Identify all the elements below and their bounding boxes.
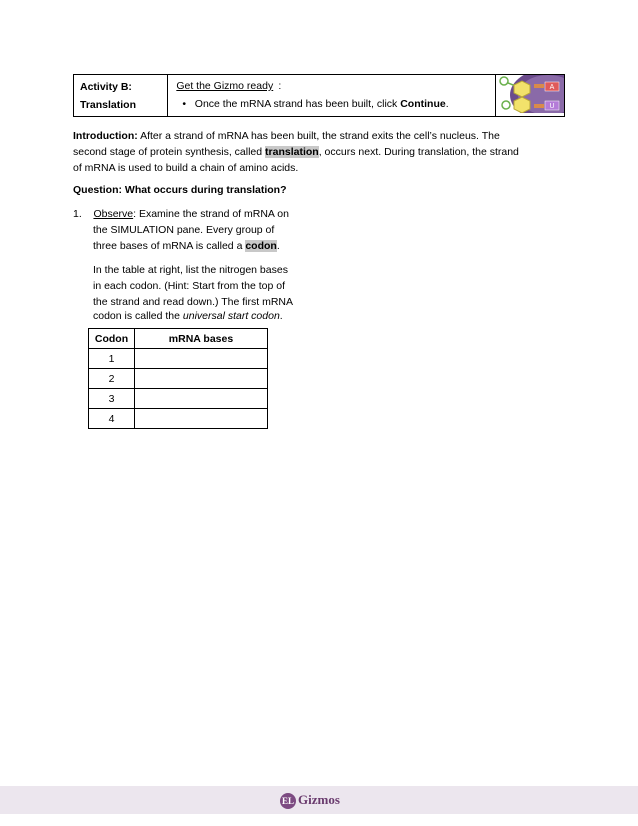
intro-text-2-pre: second stage of protein synthesis, called <box>73 146 266 158</box>
item-1-p2-line-3: the strand and read down.) The first mRNA <box>93 296 293 308</box>
observe-label: Observe <box>93 208 134 220</box>
item-1-p2-text-4-pre: codon is called the <box>93 310 183 322</box>
item-1-p2-text-4-post: . <box>279 310 283 322</box>
codon-number: 2 <box>89 369 135 389</box>
base-u-label: U <box>549 103 555 110</box>
translation-term: translation <box>265 146 319 158</box>
table-row <box>89 389 268 409</box>
bullet-icon: • <box>182 98 187 110</box>
get-ready-heading: Get the Gizmo ready <box>176 80 274 92</box>
table-row <box>89 409 268 429</box>
item-1-line-1 <box>73 206 289 222</box>
item-1-p2-line-1: In the table at right, list the nitrogen bases <box>93 264 288 276</box>
activity-label: Activity B: <box>80 81 132 93</box>
base-pentagon-icon <box>514 81 530 97</box>
item-1-text-3-post: . <box>276 240 280 252</box>
activity-instructions-cell <box>168 75 496 117</box>
intro-line-1 <box>73 128 500 144</box>
instruction-step <box>182 98 448 110</box>
codon-number: 1 <box>89 349 135 369</box>
universal-start-codon-term: universal start codon <box>182 310 280 322</box>
continue-term: Continue <box>400 98 446 110</box>
activity-name: Translation <box>80 99 137 111</box>
codon-header: Codon <box>89 329 135 349</box>
mrna-bases-cell[interactable] <box>135 369 268 389</box>
item-1-text-1: : Examine the strand of mRNA on <box>133 208 289 220</box>
page-footer <box>0 786 638 814</box>
gizmos-logo <box>280 792 340 809</box>
explorelearning-logo-icon: EL <box>280 793 296 809</box>
intro-text-2-post: , occurs next. During translation, the strand <box>318 146 519 158</box>
base-a-label: A <box>549 84 555 91</box>
step-suffix: . <box>445 98 449 110</box>
activity-header-table <box>73 74 565 117</box>
intro-text-1: After a strand of mRNA has been built, the strand exits the cell’s nucleus. The <box>137 130 500 142</box>
table-row <box>89 369 268 389</box>
get-ready-colon: : <box>278 80 282 92</box>
step-text: Once the mRNA strand has been built, click <box>194 98 401 110</box>
codon-table <box>88 328 268 429</box>
gizmo-thumbnail <box>495 75 564 117</box>
item-number: 1. <box>73 208 82 220</box>
item-1-p2-line-4 <box>93 308 283 324</box>
mrna-bases-cell[interactable] <box>135 349 268 369</box>
item-1-p2-line-2: in each codon. (Hint: Start from the top of <box>93 280 286 292</box>
activity-title-cell <box>74 75 168 117</box>
question-heading: Question: What occurs during translation? <box>73 184 287 196</box>
gizmo-thumbnail-image <box>496 75 564 113</box>
intro-line-3: of mRNA is used to build a chain of amino acids. <box>73 162 299 174</box>
intro-line-2 <box>73 144 519 160</box>
codon-term: codon <box>245 240 277 252</box>
codon-number: 3 <box>89 389 135 409</box>
intro-label: Introduction: <box>73 130 138 142</box>
mrna-bases-cell[interactable] <box>135 409 268 429</box>
codon-number: 4 <box>89 409 135 429</box>
table-row <box>89 349 268 369</box>
item-1-text-3-pre: three bases of mRNA is called a <box>93 240 246 252</box>
mrna-bases-header: mRNA bases <box>135 329 268 349</box>
gizmos-logo-text: Gizmos <box>298 792 340 807</box>
codon-table-header-row <box>89 329 268 349</box>
item-1-line-2: the SIMULATION pane. Every group of <box>93 224 275 236</box>
item-1-line-3 <box>93 238 280 254</box>
mrna-bases-cell[interactable] <box>135 389 268 409</box>
